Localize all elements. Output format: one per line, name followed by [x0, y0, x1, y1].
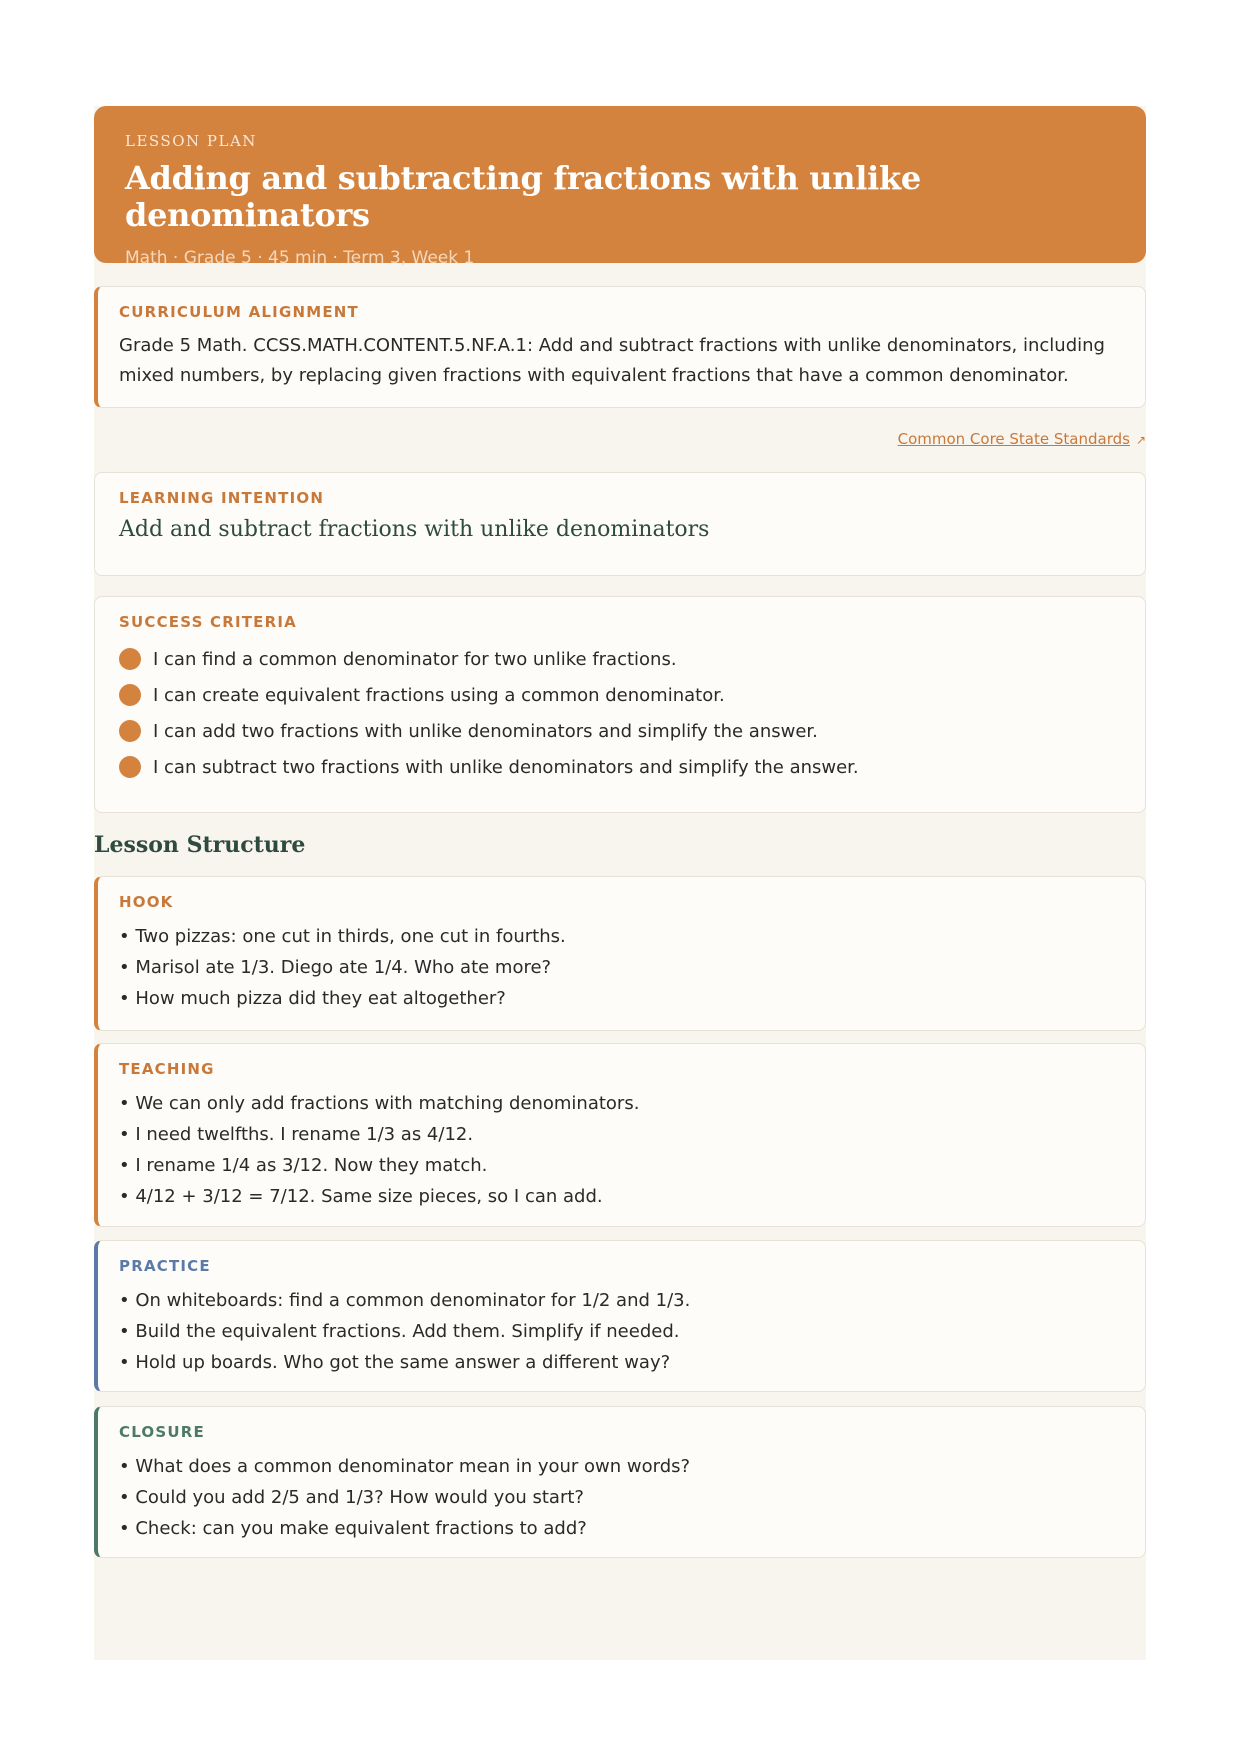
document-type-label: LESSON PLAN — [125, 132, 257, 150]
success-criteria-card — [94, 596, 1146, 813]
lesson-plan-page — [94, 106, 1146, 1660]
page-title: Adding and subtracting fractions with unlike denominators — [125, 159, 921, 234]
criteria-item: I can find a common denominator for two unlike fractions. — [119, 641, 1121, 677]
list-item: • On whiteboards: find a common denominator for 1/2 and 1/3. — [119, 1290, 691, 1311]
criteria-item: I can add two fractions with unlike denominators and simplify the answer. — [119, 713, 1121, 749]
list-item: • 4/12 + 3/12 = 7/12. Same size pieces, so I can add. — [119, 1186, 603, 1207]
lesson-header — [94, 106, 1146, 268]
bullet-dot-icon — [119, 720, 141, 742]
learning-intention-text: Add and subtract fractions with unlike denominators — [119, 517, 710, 542]
external-link-icon: ↗ — [1135, 433, 1146, 447]
teaching-card — [94, 1043, 1146, 1227]
list-item: • I rename 1/4 as 3/12. Now they match. — [119, 1155, 488, 1176]
curriculum-alignment-card — [94, 286, 1146, 408]
list-item: • Build the equivalent fractions. Add them. Simplify if needed. — [119, 1321, 680, 1342]
list-item: • I need twelfths. I rename 1/3 as 4/12. — [119, 1124, 474, 1145]
lesson-meta: Math · Grade 5 · 45 min · Term 3, Week 1 — [125, 247, 475, 268]
practice-label: PRACTICE — [119, 1257, 211, 1275]
standards-link-label: Common Core State Standards — [897, 430, 1130, 448]
hook-label: HOOK — [119, 893, 174, 911]
hook-card — [94, 876, 1146, 1031]
criteria-item: I can create equivalent fractions using a common denominator. — [119, 677, 1121, 713]
bullet-dot-icon — [119, 684, 141, 706]
standards-link[interactable] — [898, 430, 1146, 448]
success-criteria-label: SUCCESS CRITERIA — [119, 613, 297, 631]
curriculum-alignment-label: CURRICULUM ALIGNMENT — [119, 303, 359, 321]
learning-intention-card — [94, 472, 1146, 576]
closure-label: CLOSURE — [119, 1423, 205, 1441]
criteria-item: I can subtract two fractions with unlike denominators and simplify the answer. — [119, 749, 1121, 785]
list-item: • How much pizza did they eat altogether? — [119, 988, 506, 1009]
teaching-label: TEACHING — [119, 1060, 215, 1078]
list-item: • Check: can you make equivalent fractions to add? — [119, 1518, 587, 1539]
learning-intention-label: LEARNING INTENTION — [119, 489, 325, 507]
list-item: • Hold up boards. Who got the same answer a different way? — [119, 1352, 671, 1373]
list-item: • We can only add fractions with matching denominators. — [119, 1093, 640, 1114]
list-item: • Could you add 2/5 and 1/3? How would you start? — [119, 1487, 584, 1508]
curriculum-alignment-text: Grade 5 Math. CCSS.MATH.CONTENT.5.NF.A.1: Add and subtract fractions with unlike denominators, including mixed numbers, by replacing given fractions with equivalent fractions that have a common denominator. — [119, 335, 1105, 386]
closure-card — [94, 1406, 1146, 1558]
bullet-dot-icon — [119, 648, 141, 670]
practice-card — [94, 1240, 1146, 1392]
list-item: • Marisol ate 1/3. Diego ate 1/4. Who ate more? — [119, 957, 552, 978]
lesson-structure-heading: Lesson Structure — [94, 832, 306, 858]
list-item: • Two pizzas: one cut in thirds, one cut in fourths. — [119, 926, 566, 947]
list-item: • What does a common denominator mean in your own words? — [119, 1456, 691, 1477]
bullet-dot-icon — [119, 756, 141, 778]
